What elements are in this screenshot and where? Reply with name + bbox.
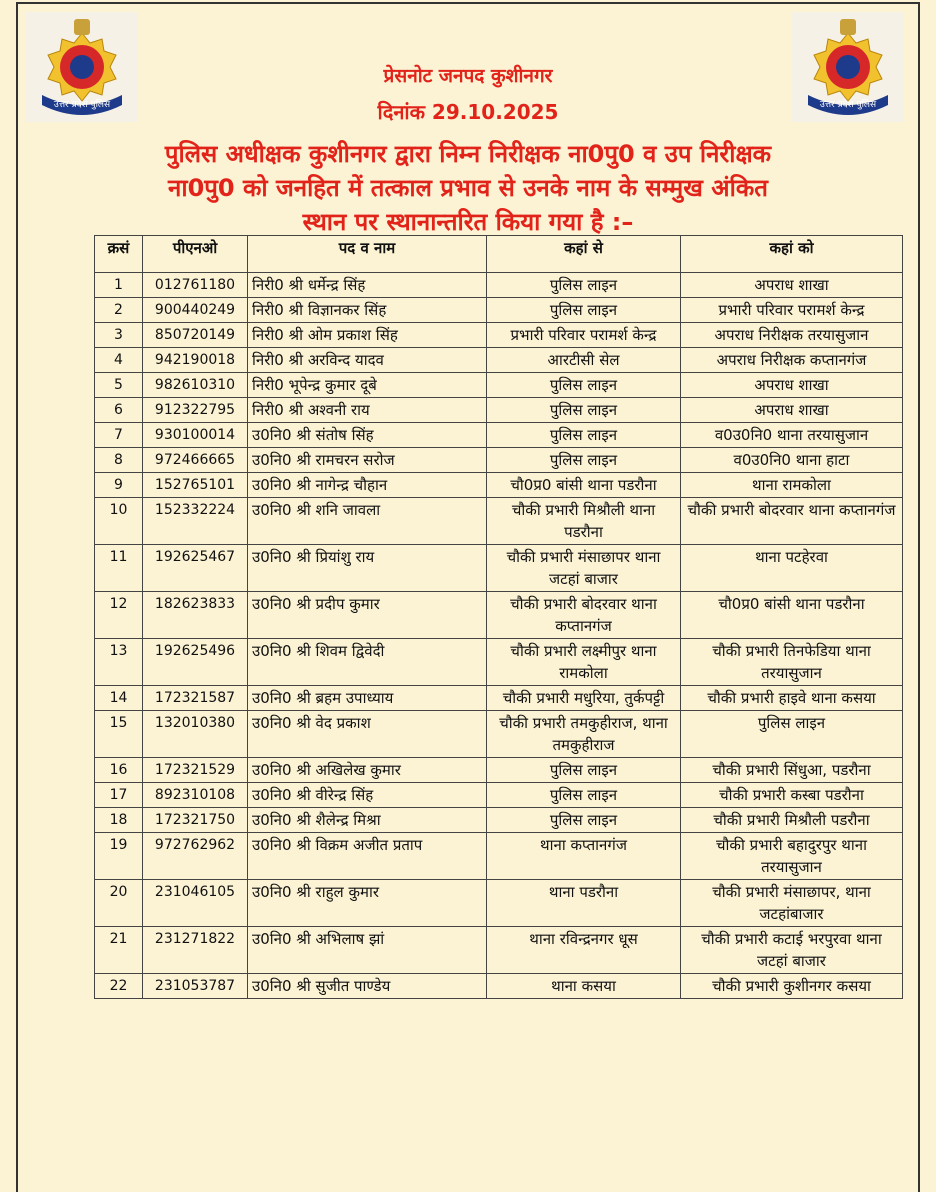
serial-cell: 3: [95, 323, 143, 348]
rank-name-cell: उ0नि0 श्री रामचरन सरोज: [248, 448, 487, 473]
col-header-rank-name: पद व नाम: [248, 236, 487, 273]
table-row: [95, 498, 903, 545]
from-cell: पुलिस लाइन: [487, 298, 681, 323]
serial-cell: 12: [95, 592, 143, 639]
rank-name-cell: उ0नि0 श्री शैलेन्द्र मिश्रा: [248, 808, 487, 833]
pno-cell: 132010380: [143, 711, 248, 758]
serial-cell: 8: [95, 448, 143, 473]
from-cell: थाना कसया: [487, 974, 681, 999]
table-row: [95, 783, 903, 808]
serial-cell: 6: [95, 398, 143, 423]
rank-name-cell: उ0नि0 श्री शिवम द्विवेदी: [248, 639, 487, 686]
serial-cell: 17: [95, 783, 143, 808]
rank-name-cell: निरी0 श्री ओम प्रकाश सिंह: [248, 323, 487, 348]
to-cell: व0उ0नि0 थाना हाटा: [681, 448, 903, 473]
heading-line: पुलिस अधीक्षक कुशीनगर द्वारा निम्न निरीक्षक ना0पु0 व उप निरीक्षक: [164, 140, 772, 168]
rank-name-cell: उ0नि0 श्री नागेन्द्र चौहान: [248, 473, 487, 498]
from-cell: चौकी प्रभारी मधुरिया, तुर्कपट्टी: [487, 686, 681, 711]
col-header-from: कहां से: [487, 236, 681, 273]
to-cell: चौकी प्रभारी बहादुरपुर थाना तरयासुजान: [681, 833, 903, 880]
press-note-date: दिनांक 29.10.2025: [377, 100, 559, 124]
to-cell: प्रभारी परिवार परामर्श केन्द्र: [681, 298, 903, 323]
serial-cell: 2: [95, 298, 143, 323]
from-cell: पुलिस लाइन: [487, 808, 681, 833]
table-row: [95, 833, 903, 880]
rank-name-cell: निरी0 श्री अरविन्द यादव: [248, 348, 487, 373]
table-header-row: [95, 236, 903, 273]
to-cell: चौकी प्रभारी मंसाछापर, थाना जटहांबाजार: [681, 880, 903, 927]
rank-name-cell: निरी0 श्री अश्वनी राय: [248, 398, 487, 423]
to-cell: चौकी प्रभारी सिंधुआ, पडरौना: [681, 758, 903, 783]
pno-cell: 192625467: [143, 545, 248, 592]
to-cell: अपराध शाखा: [681, 398, 903, 423]
from-cell: आरटीसी सेल: [487, 348, 681, 373]
pno-cell: 972466665: [143, 448, 248, 473]
from-cell: पुलिस लाइन: [487, 783, 681, 808]
transfer-table: [94, 235, 903, 999]
serial-cell: 20: [95, 880, 143, 927]
serial-cell: 5: [95, 373, 143, 398]
from-cell: पुलिस लाइन: [487, 273, 681, 298]
rank-name-cell: निरी0 श्री धर्मेन्द्र सिंह: [248, 273, 487, 298]
table-row: [95, 639, 903, 686]
table-row: [95, 323, 903, 348]
serial-cell: 16: [95, 758, 143, 783]
from-cell: चौ0प्र0 बांसी थाना पडरौना: [487, 473, 681, 498]
pno-cell: 152765101: [143, 473, 248, 498]
pno-cell: 900440249: [143, 298, 248, 323]
table-row: [95, 348, 903, 373]
to-cell: चौकी प्रभारी बोदरवार थाना कप्तानगंज: [681, 498, 903, 545]
table-row: [95, 473, 903, 498]
table-row: [95, 927, 903, 974]
rank-name-cell: उ0नि0 श्री प्रियांशु राय: [248, 545, 487, 592]
pno-cell: 012761180: [143, 273, 248, 298]
to-cell: थाना पटहेरवा: [681, 545, 903, 592]
rank-name-cell: निरी0 श्री विज्ञानकर सिंह: [248, 298, 487, 323]
to-cell: अपराध शाखा: [681, 273, 903, 298]
svg-text:उत्तर प्रदेश पुलिस: उत्तर प्रदेश पुलिस: [53, 100, 111, 110]
to-cell: व0उ0नि0 थाना तरयासुजान: [681, 423, 903, 448]
pno-cell: 182623833: [143, 592, 248, 639]
serial-cell: 7: [95, 423, 143, 448]
rank-name-cell: उ0नि0 श्री प्रदीप कुमार: [248, 592, 487, 639]
from-cell: पुलिस लाइन: [487, 373, 681, 398]
serial-cell: 15: [95, 711, 143, 758]
serial-cell: 14: [95, 686, 143, 711]
table-row: [95, 545, 903, 592]
serial-cell: 19: [95, 833, 143, 880]
rank-name-cell: उ0नि0 श्री वीरेन्द्र सिंह: [248, 783, 487, 808]
pno-cell: 172321529: [143, 758, 248, 783]
from-cell: प्रभारी परिवार परामर्श केन्द्र: [487, 323, 681, 348]
serial-cell: 18: [95, 808, 143, 833]
table-row: [95, 273, 903, 298]
table-row: [95, 373, 903, 398]
to-cell: चौकी प्रभारी कस्बा पडरौना: [681, 783, 903, 808]
from-cell: चौकी प्रभारी लक्ष्मीपुर थाना रामकोला: [487, 639, 681, 686]
pno-cell: 192625496: [143, 639, 248, 686]
table-row: [95, 686, 903, 711]
table-row: [95, 592, 903, 639]
press-note-title: प्रेसनोट जनपद कुशीनगर: [383, 65, 553, 87]
rank-name-cell: उ0नि0 श्री विक्रम अजीत प्रताप: [248, 833, 487, 880]
pno-cell: 231271822: [143, 927, 248, 974]
from-cell: थाना पडरौना: [487, 880, 681, 927]
rank-name-cell: उ0नि0 श्री शनि जावला: [248, 498, 487, 545]
col-header-to: कहां को: [681, 236, 903, 273]
col-header-pno: पीएनओ: [143, 236, 248, 273]
heading-line: स्थान पर स्थानान्तरित किया गया है :–: [302, 208, 634, 236]
from-cell: चौकी प्रभारी मंसाछापर थाना जटहां बाजार: [487, 545, 681, 592]
table-row: [95, 398, 903, 423]
rank-name-cell: उ0नि0 श्री वेद प्रकाश: [248, 711, 487, 758]
pno-cell: 850720149: [143, 323, 248, 348]
rank-name-cell: उ0नि0 श्री ब्रहम उपाध्याय: [248, 686, 487, 711]
rank-name-cell: उ0नि0 श्री संतोष सिंह: [248, 423, 487, 448]
pno-cell: 930100014: [143, 423, 248, 448]
pno-cell: 892310108: [143, 783, 248, 808]
table-row: [95, 298, 903, 323]
transfer-order-heading: [96, 137, 840, 239]
from-cell: पुलिस लाइन: [487, 398, 681, 423]
from-cell: चौकी प्रभारी मिश्रौली थाना पडरौना: [487, 498, 681, 545]
pno-cell: 912322795: [143, 398, 248, 423]
to-cell: अपराध शाखा: [681, 373, 903, 398]
table-row: [95, 758, 903, 783]
serial-cell: 4: [95, 348, 143, 373]
to-cell: चौकी प्रभारी तिनफेडिया थाना तरयासुजान: [681, 639, 903, 686]
serial-cell: 21: [95, 927, 143, 974]
pno-cell: 172321750: [143, 808, 248, 833]
pno-cell: 982610310: [143, 373, 248, 398]
svg-text:उत्तर प्रदेश पुलिस: उत्तर प्रदेश पुलिस: [819, 100, 877, 110]
to-cell: चौकी प्रभारी कटाई भरपुरवा थाना जटहां बाजार: [681, 927, 903, 974]
from-cell: चौकी प्रभारी बोदरवार थाना कप्तानगंज: [487, 592, 681, 639]
from-cell: पुलिस लाइन: [487, 758, 681, 783]
rank-name-cell: उ0नि0 श्री अखिलेख कुमार: [248, 758, 487, 783]
pno-cell: 972762962: [143, 833, 248, 880]
table-row: [95, 423, 903, 448]
from-cell: थाना रविन्द्रनगर धूस: [487, 927, 681, 974]
rank-name-cell: उ0नि0 श्री अभिलाष झां: [248, 927, 487, 974]
rank-name-cell: उ0नि0 श्री सुजीत पाण्डेय: [248, 974, 487, 999]
serial-cell: 22: [95, 974, 143, 999]
pno-cell: 942190018: [143, 348, 248, 373]
rank-name-cell: निरी0 भूपेन्द्र कुमार दूबे: [248, 373, 487, 398]
to-cell: अपराध निरीक्षक कप्तानगंज: [681, 348, 903, 373]
pno-cell: 172321587: [143, 686, 248, 711]
from-cell: पुलिस लाइन: [487, 423, 681, 448]
serial-cell: 1: [95, 273, 143, 298]
serial-cell: 11: [95, 545, 143, 592]
to-cell: पुलिस लाइन: [681, 711, 903, 758]
table-row: [95, 448, 903, 473]
table-row: [95, 808, 903, 833]
pno-cell: 231053787: [143, 974, 248, 999]
to-cell: थाना रामकोला: [681, 473, 903, 498]
col-header-serial: क्रसं: [95, 236, 143, 273]
table-row: [95, 711, 903, 758]
from-cell: थाना कप्तानगंज: [487, 833, 681, 880]
to-cell: चौकी प्रभारी हाइवे थाना कसया: [681, 686, 903, 711]
serial-cell: 10: [95, 498, 143, 545]
rank-name-cell: उ0नि0 श्री राहुल कुमार: [248, 880, 487, 927]
to-cell: चौकी प्रभारी मिश्रौली पडरौना: [681, 808, 903, 833]
table-row: [95, 880, 903, 927]
pno-cell: 152332224: [143, 498, 248, 545]
to-cell: चौ0प्र0 बांसी थाना पडरौना: [681, 592, 903, 639]
to-cell: अपराध निरीक्षक तरयासुजान: [681, 323, 903, 348]
from-cell: पुलिस लाइन: [487, 448, 681, 473]
serial-cell: 9: [95, 473, 143, 498]
to-cell: चौकी प्रभारी कुशीनगर कसया: [681, 974, 903, 999]
from-cell: चौकी प्रभारी तमकुहीराज, थाना तमकुहीराज: [487, 711, 681, 758]
heading-line: ना0पु0 को जनहित में तत्काल प्रभाव से उनके नाम के सम्मुख अंकित: [168, 174, 768, 202]
table-row: [95, 974, 903, 999]
serial-cell: 13: [95, 639, 143, 686]
pno-cell: 231046105: [143, 880, 248, 927]
